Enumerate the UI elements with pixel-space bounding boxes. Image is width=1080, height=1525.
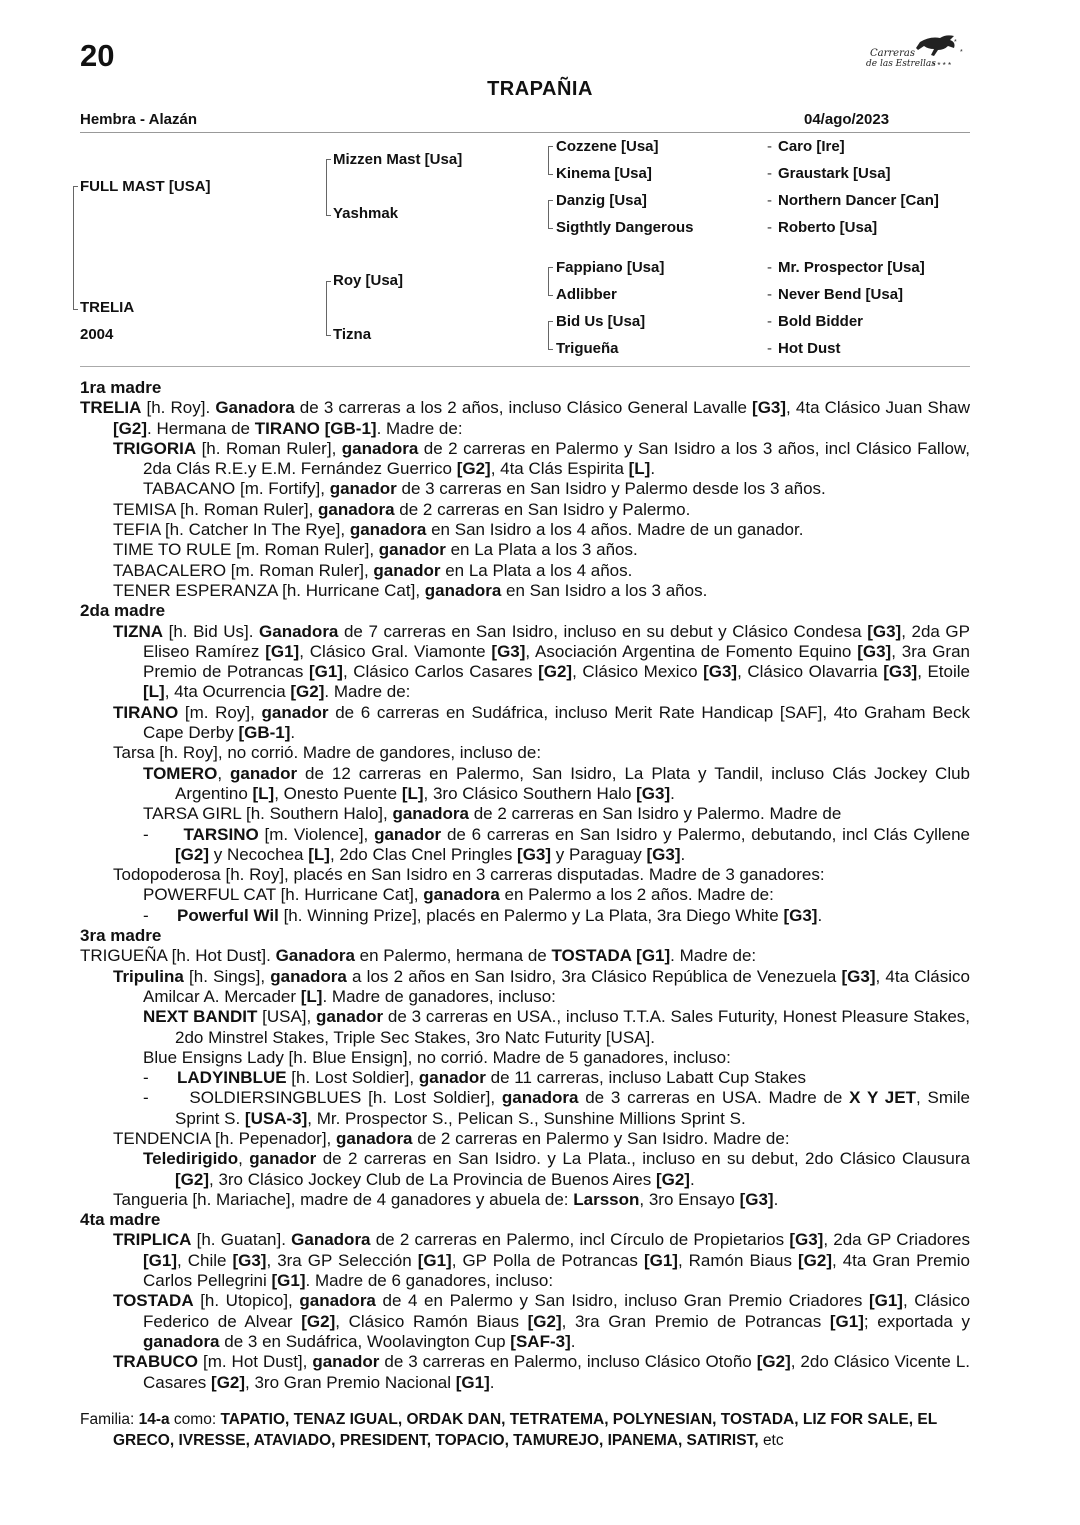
sire-dam: Yashmak bbox=[333, 205, 399, 222]
pedigree-rule bbox=[80, 366, 970, 367]
svg-text:de las Estrellas: de las Estrellas bbox=[866, 59, 936, 69]
sex-coat: Hembra - Alazán bbox=[80, 111, 197, 128]
gen3-3: Danzig [Usa] bbox=[556, 192, 647, 209]
header-rule bbox=[80, 132, 970, 133]
familia-number: 14-a bbox=[138, 1411, 170, 1428]
produce-entry: TENDENCIA [h. Pepenador], ganadora de 2 carreras en Palermo y San Isidro. Madre de: bbox=[113, 1128, 790, 1148]
familia-etc: etc bbox=[762, 1432, 784, 1449]
produce-entry: TABACANO [m. Fortify], ganador de 3 carreras en San Isidro y Palermo desde los 3 años. bbox=[143, 479, 826, 499]
dam-paragraph: TRIGUEÑA [h. Hot Dust]. Ganadora en Palermo, hermana de TOSTADA [G1]. Madre de: bbox=[80, 946, 757, 966]
dam-dam: Tizna bbox=[333, 326, 372, 343]
svg-text:*: * bbox=[954, 39, 957, 46]
pedigree-bracket bbox=[73, 186, 74, 309]
dam-paragraph: TRELIA [h. Roy]. Ganadora de 3 carreras a los 2 años, incluso Clásico General Lavalle [G3], 4ta Clásico Juan Shaw [G2]. Hermana de TIRANO [GB-1]. Madre de: bbox=[80, 398, 970, 438]
dam: TRELIA bbox=[80, 299, 135, 316]
gen3-5: Fappiano [Usa] bbox=[556, 259, 665, 276]
gen4-8: Hot Dust bbox=[778, 340, 841, 357]
gen4-7: Bold Bidder bbox=[778, 313, 863, 330]
section-heading: 4ta madre bbox=[80, 1210, 161, 1230]
produce-entry: POWERFUL CAT [h. Hurricane Cat], ganadora en Palermo a los 2 años. Madre de: bbox=[143, 885, 774, 905]
produce-entry: TARSA GIRL [h. Southern Halo], ganadora de 2 carreras en San Isidro y Palermo. Madre de bbox=[143, 804, 842, 824]
dam-paragraph: TIZNA [h. Bid Us]. Ganadora de 7 carreras en San Isidro, incluso en su debut y Clásico Condesa [G3], 2da GP Eliseo Ramírez [G1], Clásico Gral. Viamonte [G3], Asociación Argentina de Fomento Equino [G3], 3ra Gran Premio de Potrancas [G1], Clásico Carlos Casares [G2], Clásico Mexico [G3], Clásico Olavarria [G3], Etoile [L], 4ta Ocurrencia [G2]. Madre de: bbox=[113, 621, 970, 702]
produce-entry: TOMERO, ganador de 12 carreras en Palermo, San Isidro, La Plata y Tandil, incluso Clás Jockey Club Argentino [L], Onesto Puente [L], 3ro Clásico Southern Halo [G3]. bbox=[143, 763, 971, 803]
produce-entry: NEXT BANDIT [USA], ganador de 3 carreras en USA., incluso T.T.A. Sales Futurity, Honest Pleasure Stakes, 2do Minstrel Stakes, Triple Sec Stakes, 3ro Natc Futurity [USA]. bbox=[143, 1007, 970, 1047]
produce-entry: Tarsa [h. Roy], no corrió. Madre de gandores, incluso de: bbox=[113, 743, 542, 763]
produce-entry: Todopoderosa [h. Roy], placés en San Isidro en 3 carreras disputadas. Madre de 3 ganadores: bbox=[113, 865, 825, 885]
gen3-1: Cozzene [Usa] bbox=[556, 138, 659, 155]
pedigree-bracket bbox=[73, 186, 78, 187]
familia-label: Familia: bbox=[80, 1411, 135, 1428]
produce-entry: TEFIA [h. Catcher In The Rye], ganadora en San Isidro a los 4 años. Madre de un ganador. bbox=[113, 520, 804, 540]
pedigree-bracket bbox=[326, 159, 331, 160]
dam-sire: Roy [Usa] bbox=[333, 272, 404, 289]
pedigree-bracket bbox=[326, 281, 327, 335]
gen4-2: Graustark [Usa] bbox=[778, 165, 891, 182]
gen3-6: Adlibber bbox=[556, 286, 617, 303]
svg-text:*: * bbox=[960, 49, 963, 56]
familia-names: TAPATIO, TENAZ IGUAL, ORDAK DAN, TETRATEMA, POLYNESIAN, TOSTADA, LIZ FOR SALE, EL GRECO, IVRESSE, ATAVIADO, PRESIDENT, TOPACIO, TAMUREJO, IPANEMA, SATIRIST, bbox=[113, 1411, 937, 1449]
produce-entry: Teledirigido, ganador de 2 carreras en San Isidro. y La Plata., incluso en su debut, 2do Clásico Clausura [G2], 3ro Clásico Jockey Club de La Provincia de Buenos Aires [G2]. bbox=[143, 1149, 970, 1189]
produce-entry: TOSTADA [h. Utopico], ganadora de 4 en Palermo y San Isidro, incluso Gran Premio Criadores [G1], Clásico Federico de Alvear [G2], Clásico Ramón Biaus [G2], 3ra Gran Premio de Potrancas [G1]; exportada y ganadora de 3 en Sudáfrica, Woolavington Cup [SAF-3]. bbox=[113, 1291, 970, 1351]
dam-year: 2004 bbox=[80, 326, 114, 343]
gen4-6: Never Bend [Usa] bbox=[778, 286, 904, 303]
pedigree-bracket bbox=[548, 267, 553, 268]
gen3-4: Sigthtly Dangerous bbox=[556, 219, 694, 236]
pedigree-bracket bbox=[548, 224, 553, 229]
section-heading: 3ra madre bbox=[80, 926, 162, 946]
sire: FULL MAST [USA] bbox=[80, 178, 211, 195]
gen3-8: Trigueña bbox=[556, 340, 619, 357]
produce-entry: TENER ESPERANZA [h. Hurricane Cat], ganadora en San Isidro a los 3 años. bbox=[113, 580, 708, 600]
produce-entry: TABACALERO [m. Roman Ruler], ganador en La Plata a los 4 años. bbox=[113, 560, 633, 580]
gen4-1: Caro [Ire] bbox=[778, 138, 845, 155]
pedigree-bracket bbox=[326, 331, 331, 336]
racing-logo bbox=[862, 30, 970, 76]
produce-entry: TIRANO [m. Roy], ganador de 6 carreras en Sudáfrica, incluso Merit Rate Handicap [SAF], 4to Graham Beck Cape Derby [GB-1]. bbox=[113, 702, 970, 743]
dam-line-text bbox=[80, 378, 970, 1393]
pedigree-bracket bbox=[548, 146, 553, 147]
produce-entry: Tripulina [h. Sings], ganadora a los 2 años en San Isidro, 3ra Clásico República de Venezuela [G3], 4ta Clásico Amilcar A. Mercader [L]. Madre de ganadores, incluso: bbox=[113, 966, 970, 1006]
produce-entry: - Powerful Wil [h. Winning Prize], placés en Palermo y La Plata, 3ra Diego White [G3]. bbox=[143, 905, 823, 925]
gen4-4: Roberto [Usa] bbox=[778, 219, 878, 236]
familia-como: como: bbox=[173, 1411, 217, 1428]
gen4-3: Northern Dancer [Can] bbox=[778, 192, 939, 209]
pedigree-bracket bbox=[73, 305, 78, 310]
produce-entry: TRABUCO [m. Hot Dust], ganador de 3 carreras en Palermo, incluso Clásico Otoño [G2], 2do Clásico Vicente L. Casares [G2], 3ro Gran Premio Nacional [G1]. bbox=[113, 1352, 971, 1392]
sire-sire: Mizzen Mast [Usa] bbox=[333, 151, 463, 168]
gen3-2: Kinema [Usa] bbox=[556, 165, 652, 182]
pedigree-bracket bbox=[326, 211, 331, 216]
pedigree-bracket bbox=[326, 281, 331, 282]
family-note bbox=[80, 1409, 970, 1451]
section-heading: 1ra madre bbox=[80, 378, 162, 397]
sale-date: 04/ago/2023 bbox=[804, 111, 890, 128]
produce-entry: - SOLDIERSINGBLUES [h. Lost Soldier], ganadora de 3 carreras en USA. Madre de X Y JET, Smile Sprint S. [USA-3], Mr. Prospector S., Pelican S., Sunshine Millions Sprint S. bbox=[143, 1088, 971, 1128]
svg-text:* * * *: * * * * bbox=[932, 61, 952, 70]
produce-entry: TRIGORIA [h. Roman Ruler], ganadora de 2 carreras en Palermo y San Isidro a los 3 años, incl Clásico Fallow, 2da Clás R.E.y E.M. Fernández Guerrico [G2], 4ta Clás Espirita [L]. bbox=[113, 438, 970, 479]
gen4-5: Mr. Prospector [Usa] bbox=[778, 259, 925, 276]
pedigree-bracket bbox=[548, 291, 553, 296]
pedigree-bracket bbox=[548, 345, 553, 350]
pedigree-bracket bbox=[548, 170, 553, 175]
produce-entry: - LADYINBLUE [h. Lost Soldier], ganador de 11 carreras, incluso Labatt Cup Stakes bbox=[143, 1068, 806, 1088]
pedigree-bracket bbox=[548, 321, 553, 322]
pedigree-bracket bbox=[326, 159, 327, 215]
produce-entry: Blue Ensigns Lady [h. Blue Ensign], no corrió. Madre de 5 ganadores, incluso: bbox=[143, 1047, 731, 1067]
pedigree-bracket bbox=[548, 200, 553, 201]
produce-entry: TEMISA [h. Roman Ruler], ganadora de 2 carreras en San Isidro y Palermo. bbox=[113, 499, 691, 519]
produce-entry: Tangueria [h. Mariache], madre de 4 ganadores y abuela de: Larsson, 3ro Ensayo [G3]. bbox=[113, 1189, 779, 1209]
lot-number: 20 bbox=[80, 38, 115, 73]
horse-name: TRAPAÑIA bbox=[487, 78, 593, 100]
gen3-7: Bid Us [Usa] bbox=[556, 313, 646, 330]
section-heading: 2da madre bbox=[80, 601, 166, 621]
produce-entry: - TARSINO [m. Violence], ganador de 6 carreras en San Isidro y Palermo, debutando, incl Clás Cyllene [G2] y Necochea [L], 2do Clas Cnel Pringles [G3] y Paraguay [G3]. bbox=[143, 824, 970, 864]
svg-text:Carreras: Carreras bbox=[870, 48, 915, 59]
produce-entry: TIME TO RULE [m. Roman Ruler], ganador en La Plata a los 3 años. bbox=[113, 540, 638, 560]
dam-paragraph: TRIPLICA [h. Guatan]. Ganadora de 2 carreras en Palermo, incl Círculo de Propietarios [G3], 2da GP Criadores [G1], Chile [G3], 3ra GP Selección [G1], GP Polla de Potrancas [G1], Ramón Biaus [G2], 4ta Gran Premio Carlos Pellegrini [G1]. Madre de 6 ganadores, incluso: bbox=[113, 1230, 970, 1291]
